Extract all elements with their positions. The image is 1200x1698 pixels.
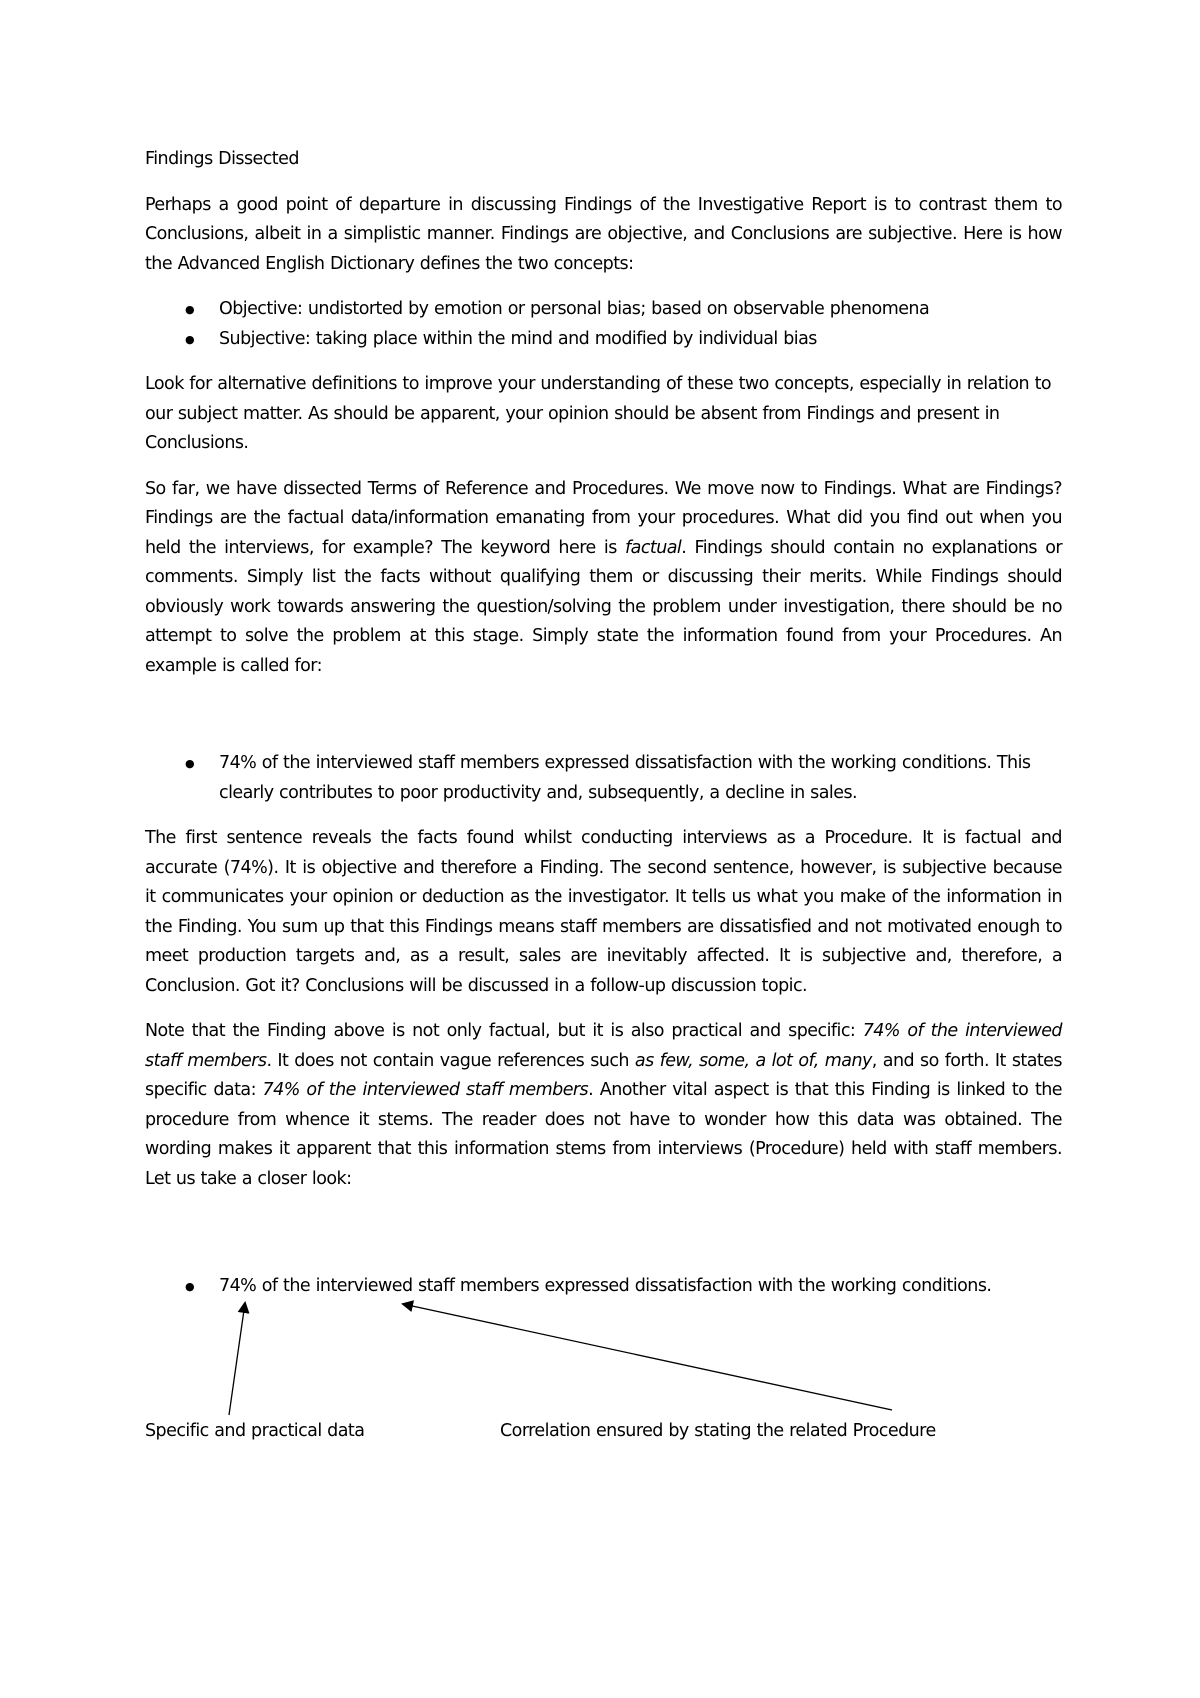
findings-paragraph-text: So far, we have dissected Terms of Reference and Procedures. We move now to Findings. What are Findings? Findings are the factual data/information emanating from your procedures. What did you find out when you held the interviews, for example? The keyword here is bbox=[145, 478, 1062, 558]
note-text-4: . Another vital aspect is that this Finding is linked to the procedure from whence it stems. The reader does not have to wonder how this data was obtained. The wording makes it apparent that this information stems from interviews (Procedure) held with staff members. Let us take a closer look: bbox=[145, 1080, 1063, 1189]
findings-keyword: factual bbox=[625, 537, 682, 558]
arrow-specific-data bbox=[229, 1303, 245, 1415]
note-italic-1: 74% of the interviewed staff members bbox=[145, 1021, 1062, 1071]
example-bullet: ● 74% of the interviewed staff members expressed dissatisfaction with the working conditions. This clearly contributes to poor productivity and, subsequently, a decline in sales. bbox=[145, 749, 1062, 808]
note-text-1: Note that the Finding above is not only factual, but it is also practical and specific: bbox=[145, 1021, 863, 1041]
definitions-list bbox=[145, 295, 1062, 354]
note-text-3: , and so forth. It states specific data: bbox=[145, 1050, 1062, 1100]
definition-objective: ● Objective: undistorted by emotion or personal bias; based on observable phenomena bbox=[145, 295, 1062, 325]
first-sentence-paragraph: The first sentence reveals the facts found whilst conducting interviews as a Procedure. It is factual and accurate (74%). It is objective and therefore a Finding. The second sentence, however, is subjective because it communicates your opinion or deduction as the investigator. It tells us what you make of the information in the Finding. You sum up that this Findings means staff members are dissatisfied and not motivated enough to meet production targets and, as a result, sales are inevitably affected. It is subjective and, therefore, a Conclusion. Got it? Conclusions will be discussed in a follow-up discussion topic. bbox=[145, 828, 1062, 996]
alternatives-paragraph: Look for alternative definitions to improve your understanding of these two concepts, especially in relation to our subject matter. As should be apparent, your opinion should be absent from Findings and present in Conclusions. bbox=[145, 374, 1052, 453]
definition-subjective: ● Subjective: taking place within the mind and modified by individual bias bbox=[145, 325, 1062, 355]
note-italic-3: 74% of the interviewed staff members bbox=[262, 1080, 589, 1100]
closer-look-list bbox=[145, 1272, 1062, 1302]
note-paragraph bbox=[145, 1017, 1062, 1194]
spacer bbox=[145, 1194, 1062, 1272]
caption-specific-data: Specific and practical data bbox=[145, 1421, 365, 1441]
note-text-2: . It does not contain vague references such bbox=[266, 1050, 635, 1071]
arrow-correlation bbox=[403, 1304, 892, 1410]
findings-paragraph bbox=[145, 475, 1062, 682]
caption-correlation: Correlation ensured by stating the related Procedure bbox=[500, 1421, 936, 1441]
spacer bbox=[145, 681, 1062, 749]
example-list bbox=[145, 749, 1062, 808]
closer-look-bullet: ● 74% of the interviewed staff members expressed dissatisfaction with the working conditions. bbox=[145, 1272, 1062, 1302]
document-body bbox=[145, 145, 1062, 1318]
document-title: Findings Dissected bbox=[145, 149, 299, 169]
intro-paragraph: Perhaps a good point of departure in discussing Findings of the Investigative Report is to contrast them to Conclusions, albeit in a simplistic manner. Findings are objective, and Conclusions are subjective. Here is how the Advanced English Dictionary defines the two concepts: bbox=[145, 194, 1062, 274]
note-italic-2: as few, some, a lot of, many bbox=[634, 1050, 872, 1071]
findings-paragraph-rest: . Findings should contain no explanations or comments. Simply list the facts without qualifying them or discussing their merits. While Findings should obviously work towards answering the question/solving the problem under investigation, there should be no attempt to solve the problem at this stage. Simply state the information found from your Procedures. An example is called for: bbox=[145, 537, 1063, 676]
